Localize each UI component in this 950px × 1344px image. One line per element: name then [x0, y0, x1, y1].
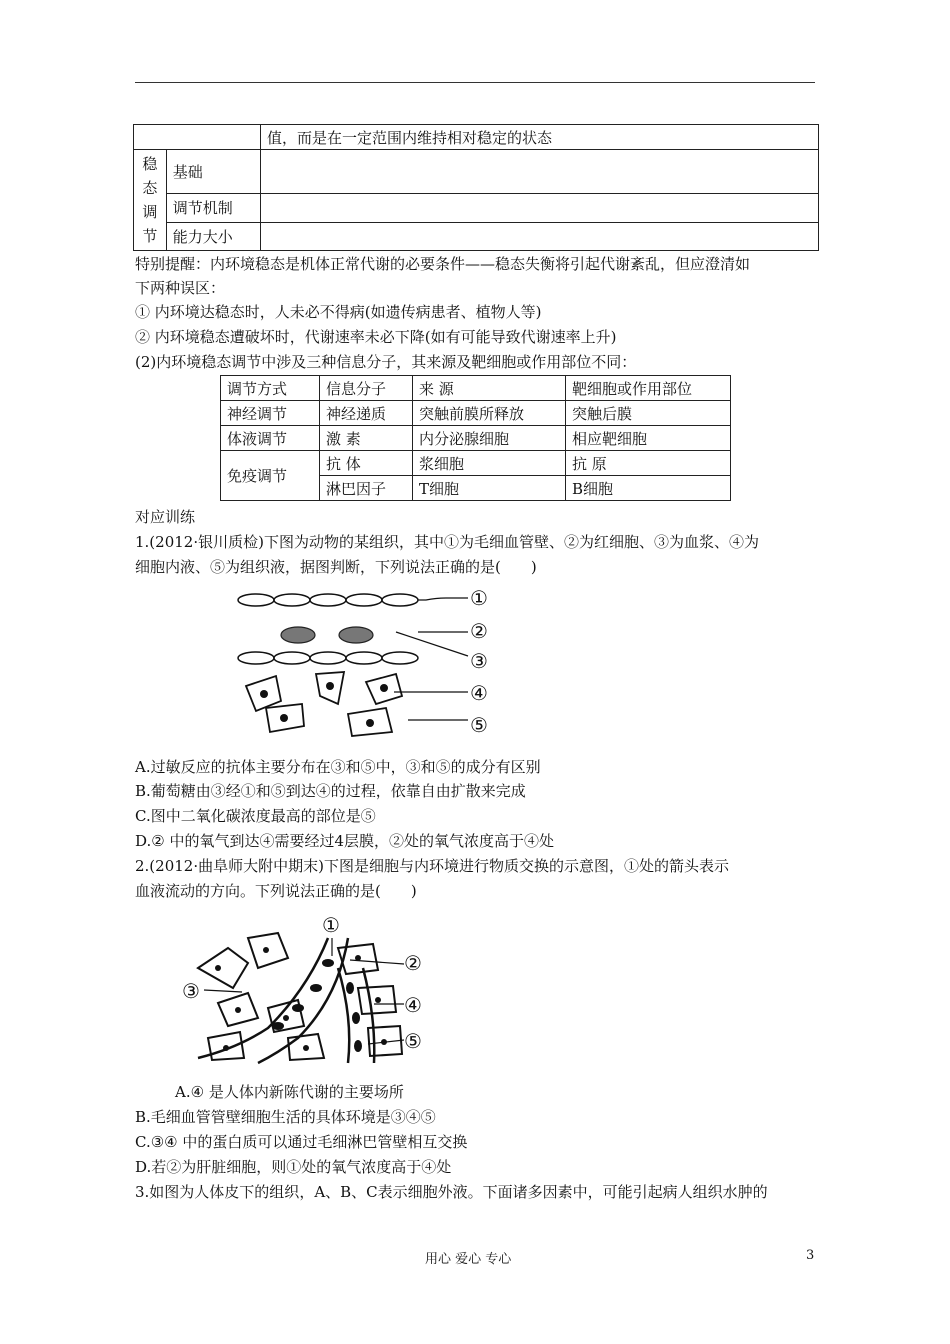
fig1-label-5: ⑤	[470, 713, 488, 737]
fig2-label-3: ③	[182, 979, 200, 1003]
row-basis: 基础	[166, 150, 260, 194]
q2-stem-line2: 血液流动的方向。下列说法正确的是( )	[135, 882, 417, 900]
table-cell: 浆细胞	[413, 451, 566, 476]
table-cell: 神经调节	[221, 401, 320, 426]
tissue-diagram-2	[178, 908, 432, 1068]
fig1-label-4: ④	[470, 681, 488, 705]
table-row	[221, 426, 731, 451]
table-cell: 神经递质	[320, 401, 413, 426]
signal-molecule-table	[220, 375, 731, 501]
tissue-diagram-1	[236, 586, 504, 744]
table-cell: 淋巴因子	[320, 476, 413, 501]
q1-stem-line1: 1.(2012·银川质检)下图为动物的某组织，其中①为毛细血管壁、②为红细胞、③为血浆、④为	[135, 533, 759, 551]
fig2-label-2: ②	[404, 951, 422, 975]
q2-option-c: C.③④ 中的蛋白质可以通过毛细淋巴管壁相互交换	[135, 1133, 468, 1151]
note-item1: ① 内环境达稳态时，人未必不得病(如遗传病患者、植物人等)	[135, 303, 542, 321]
q2-option-a: A.④ 是人体内新陈代谢的主要场所	[175, 1083, 404, 1101]
q2-option-d: D.若②为肝脏细胞，则①处的氧气浓度高于④处	[135, 1158, 452, 1176]
q1-option-a: A.过敏反应的抗体主要分布在③和⑤中，③和⑤的成分有区别	[135, 758, 541, 776]
header-cell: 靶细胞或作用部位	[566, 376, 731, 401]
fig2-label-4: ④	[404, 993, 422, 1017]
fig1-label-2: ②	[470, 619, 488, 643]
footer-text: 用心 爱心 专心	[425, 1252, 512, 1267]
note-item3: (2)内环境稳态调节中涉及三种信息分子，其来源及靶细胞或作用部位不同：	[135, 353, 637, 371]
table-cell: 内分泌腺细胞	[413, 426, 566, 451]
q1-option-d: D.② 中的氧气到达④需要经过4层膜，②处的氧气浓度高于④处	[135, 832, 555, 850]
header-cell: 来 源	[413, 376, 566, 401]
table1-row0-text: 值，而是在一定范围内维持相对稳定的状态	[261, 125, 819, 150]
note-line2: 下两种误区：	[135, 279, 226, 297]
section-title: 对应训练	[135, 508, 196, 526]
table-cell: 突触后膜	[566, 401, 731, 426]
header-rule	[135, 82, 815, 83]
table-cell: T细胞	[413, 476, 566, 501]
q1-option-b: B.葡萄糖由③经①和⑤到达④的过程，依靠自由扩散来完成	[135, 782, 526, 800]
table-cell: 抗 体	[320, 451, 413, 476]
row-mechanism: 调节机制	[166, 194, 260, 222]
q3-stem-line1: 3.如图为人体皮下的组织，A、B、C表示细胞外液。下面诸多因素中，可能引起病人组织水肿的	[135, 1183, 768, 1201]
table-row	[221, 451, 731, 476]
q1-stem-line2: 细胞内液、⑤为组织液，据图判断，下列说法正确的是( )	[135, 558, 537, 576]
note-item2: ② 内环境稳态遭破坏时，代谢速率未必下降(如有可能导致代谢速率上升)	[135, 328, 617, 346]
page-number: 3	[806, 1248, 815, 1263]
header-cell: 信息分子	[320, 376, 413, 401]
note-line1: 特别提醒：内环境稳态是机体正常代谢的必要条件——稳态失衡将引起代谢紊乱，但应澄清如	[135, 255, 751, 273]
table-row	[221, 401, 731, 426]
table-cell: 突触前膜所释放	[413, 401, 566, 426]
table-cell: 抗 原	[566, 451, 731, 476]
table-cell: B细胞	[566, 476, 731, 501]
row-capacity: 能力大小	[166, 222, 260, 250]
table-header-row	[221, 376, 731, 401]
fig1-label-1: ①	[470, 586, 488, 610]
fig2-label-1: ①	[322, 913, 340, 937]
q2-stem-line1: 2.(2012·曲阜师大附中期末)下图是细胞与内环境进行物质交换的示意图，①处的箭头表示	[135, 857, 729, 875]
q2-option-b: B.毛细血管管壁细胞生活的具体环境是③④⑤	[135, 1108, 436, 1126]
fig2-label-5: ⑤	[404, 1029, 422, 1053]
homeostasis-table	[133, 124, 819, 251]
table-cell: 体液调节	[221, 426, 320, 451]
q1-option-c: C.图中二氧化碳浓度最高的部位是⑤	[135, 807, 376, 825]
table-cell: 相应靶细胞	[566, 426, 731, 451]
table-cell: 免疫调节	[221, 451, 320, 501]
table-cell: 激 素	[320, 426, 413, 451]
header-cell: 调节方式	[221, 376, 320, 401]
fig1-label-3: ③	[470, 649, 488, 673]
group-label: 稳态调节	[134, 150, 167, 251]
